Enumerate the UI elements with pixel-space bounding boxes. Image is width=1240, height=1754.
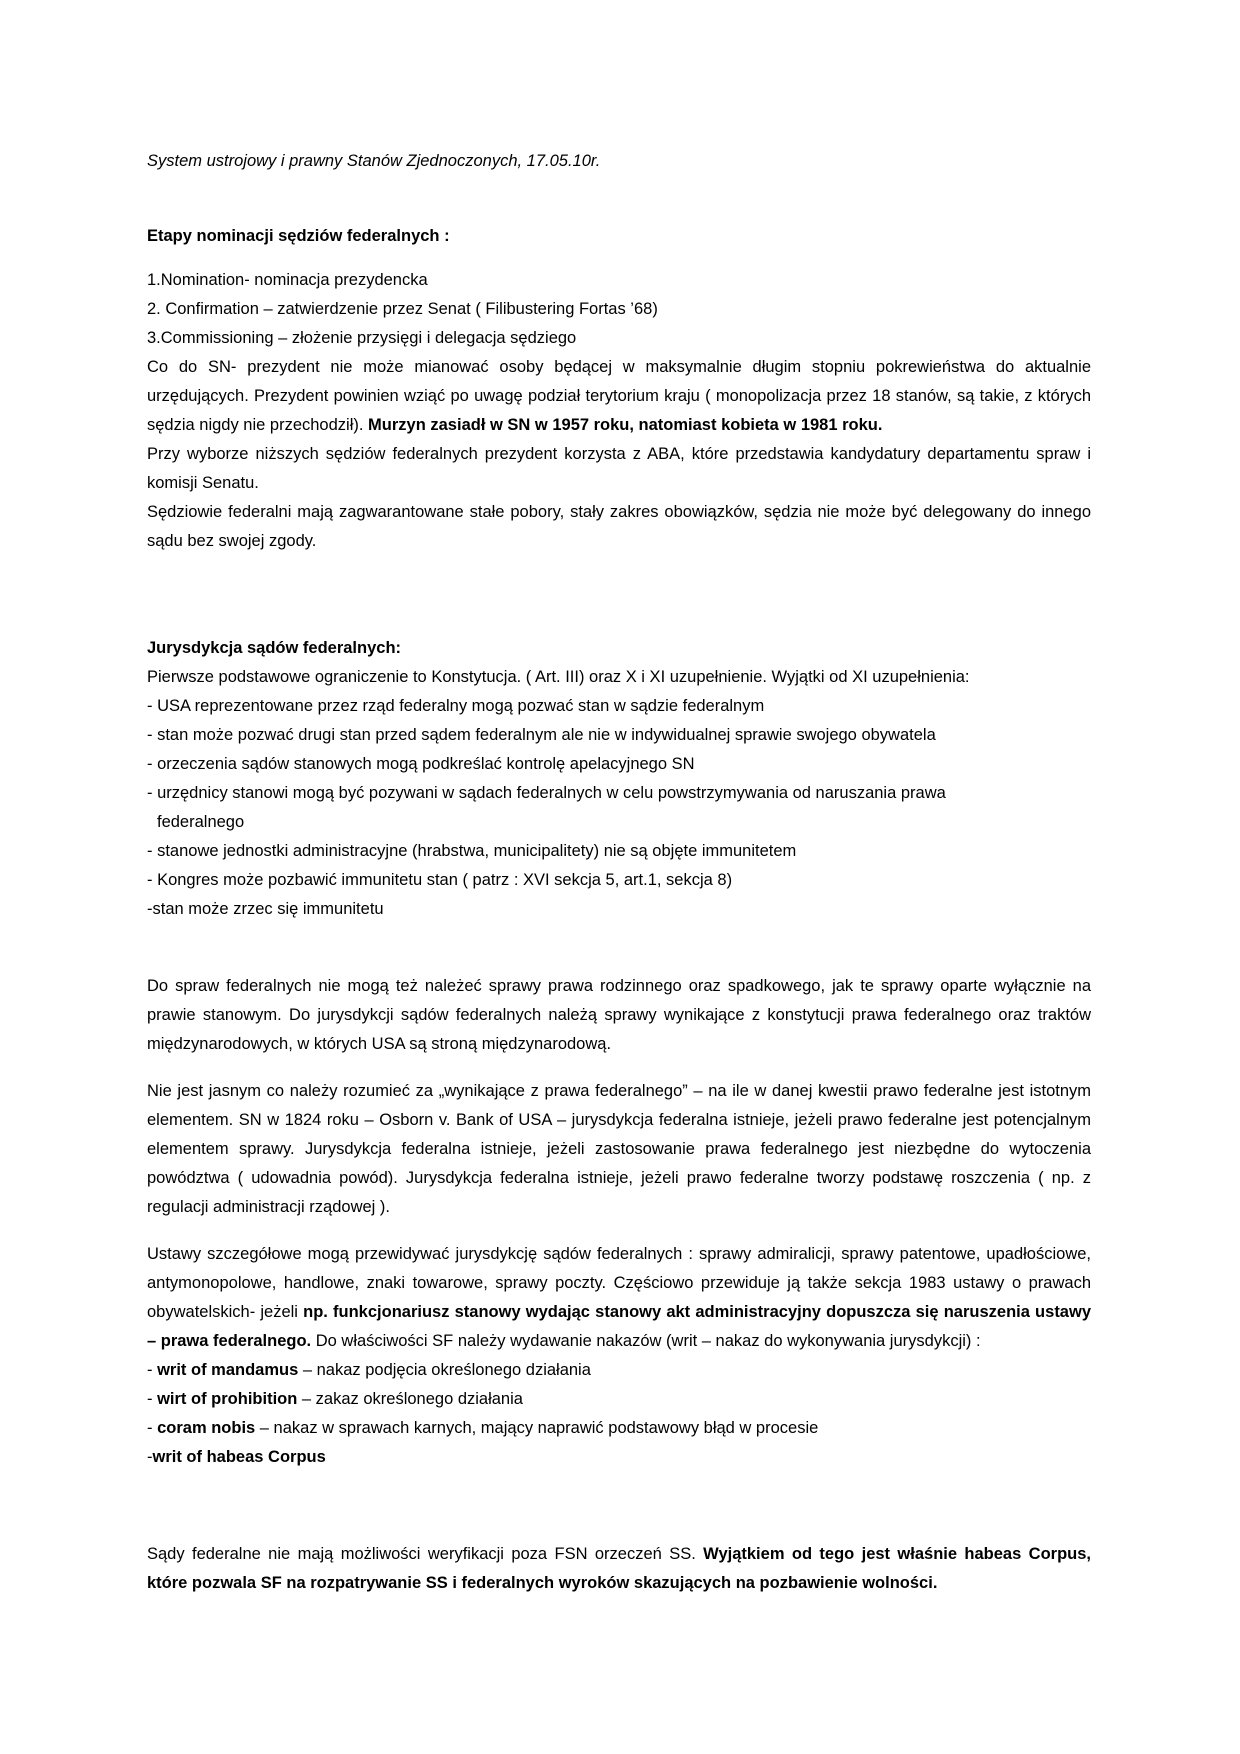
nomination-step: 1.Nomination- nominacja prezydencka bbox=[147, 271, 428, 289]
list-item: - stan może pozwać drugi stan przed sądem federalnym ale nie w indywidualnej sprawie swojego obywatela bbox=[147, 726, 936, 744]
paragraph-bold-text: np. funkcjonariusz stanowy wydając stanowy akt administracyjny dopuszcza się naruszenia ustawy – prawa federalnego. bbox=[147, 1303, 1091, 1350]
writ-prefix: - bbox=[147, 1361, 158, 1379]
writs-section bbox=[147, 1240, 1091, 1472]
nomination-steps bbox=[147, 266, 1091, 556]
writ-term: writ of mandamus bbox=[157, 1361, 299, 1379]
writ-prefix: - bbox=[147, 1419, 158, 1437]
list-item: - urzędnicy stanowi mogą być pozywani w sądach federalnych w celu powstrzymywania od naruszania prawa bbox=[147, 784, 946, 802]
writ-term: coram nobis bbox=[157, 1419, 256, 1437]
nomination-step: 3.Commissioning – złożenie przysięgi i delegacja sędziego bbox=[147, 329, 577, 347]
writ-term: writ of habeas Corpus bbox=[152, 1448, 326, 1466]
paragraph-family-law: Do spraw federalnych nie mogą też należeć sprawy prawa rodzinnego oraz spadkowego, jak te sprawy oparte wyłącznie na prawie stanowym. Do jurysdykcji sądów federalnych należą sprawy wynikające z konstytucji prawa federalnego oraz traktów międzynarodowych, w których USA są stroną międzynarodową. bbox=[147, 977, 1091, 1053]
writ-description: – nakaz podjęcia określonego działania bbox=[298, 1361, 591, 1379]
list-item: - stanowe jednostki administracyjne (hrabstwa, municipalitety) nie są objęte immunitetem bbox=[147, 842, 797, 860]
paragraph-bold-text: Murzyn zasiadł w SN w 1957 roku, natomiast kobieta w 1981 roku. bbox=[368, 416, 883, 434]
paragraph-sn-appointment bbox=[147, 353, 1091, 440]
paragraph-text: Do właściwości SF należy wydawanie nakazów (writ – nakaz do wykonywania jurysdykcji) : bbox=[311, 1332, 981, 1350]
paragraph-specific-statutes bbox=[147, 1240, 1091, 1356]
writ-description: – nakaz w sprawach karnych, mający naprawić podstawowy błąd w procesie bbox=[255, 1419, 819, 1437]
paragraph-federal-law-meaning: Nie jest jasnym co należy rozumieć za „wynikające z prawa federalnego” – na ile w danej kwestii prawo federalne jest istotnym elementem. SN w 1824 roku – Osborn v. Bank of USA – jurysdykcja federalna istnieje, jeżeli prawo federalne jest potencjalnym elementem sprawy. Jurysdykcja federalna istnieje, jeżeli zastosowanie prawa federalnego jest niezbędne do wytoczenia powództwa ( udowadnia powód). Jurysdykcja federalna istnieje, jeżeli prawo federalne tworzy podstawę roszczenia ( np. z regulacji administracji rządowej ). bbox=[147, 1082, 1091, 1216]
writ-prefix: - bbox=[147, 1448, 153, 1466]
paragraph-text: Co do SN- prezydent nie może mianować osoby będącej w maksymalnie długim stopniu pokrewieństwa do aktualnie urzędujących. Prezydent powinien wziąć po uwagę podział terytorium kraju ( monopolizacja przez 18 stanów, są takie, z których sędzia nigdy nie przechodził). bbox=[147, 358, 1091, 434]
writ-item bbox=[147, 1443, 1091, 1472]
list-item: - Kongres może pozbawić immunitetu stan ( patrz : XVI sekcja 5, art.1, sekcja 8) bbox=[147, 871, 733, 889]
writ-prefix: - bbox=[147, 1390, 158, 1408]
paragraph-habeas-corpus bbox=[147, 1540, 1091, 1598]
section-heading-nominations: Etapy nominacji sędziów federalnych : bbox=[147, 227, 450, 245]
paragraph-text: Sądy federalne nie mają możliwości weryfikacji poza FSN orzeczeń SS. bbox=[147, 1545, 704, 1563]
writ-term: wirt of prohibition bbox=[157, 1390, 298, 1408]
writ-item bbox=[147, 1385, 1091, 1414]
document-title: System ustrojowy i prawny Stanów Zjednoczonych, 17.05.10r. bbox=[147, 152, 601, 170]
list-item: - USA reprezentowane przez rząd federalny mogą pozwać stan w sądzie federalnym bbox=[147, 697, 765, 715]
paragraph-judge-guarantees: Sędziowie federalni mają zagwarantowane stałe pobory, stały zakres obowiązków, sędzia nie może być delegowany do innego sądu bez swojej zgody. bbox=[147, 503, 1091, 550]
list-item: - orzeczenia sądów stanowych mogą podkreślać kontrolę apelacyjnego SN bbox=[147, 755, 695, 773]
jurisdiction-section bbox=[147, 634, 1091, 924]
list-item-continuation: federalnego bbox=[157, 813, 245, 831]
section-heading-jurisdiction: Jurysdykcja sądów federalnych: bbox=[147, 639, 402, 657]
list-item: -stan może zrzec się immunitetu bbox=[147, 900, 384, 918]
paragraph-bold-text: Wyjątkiem od tego jest właśnie habeas Corpus, które pozwala SF na rozpatrywanie SS i federalnych wyroków skazujących na pozbawienie wolności. bbox=[147, 1545, 1091, 1592]
nomination-step: 2. Confirmation – zatwierdzenie przez Senat ( Filibustering Fortas ’68) bbox=[147, 300, 658, 318]
writ-item bbox=[147, 1414, 1091, 1443]
paragraph-lower-judges: Przy wyborze niższych sędziów federalnych prezydent korzysta z ABA, które przedstawia kandydatury departamentu spraw i komisji Senatu. bbox=[147, 445, 1091, 492]
writ-item bbox=[147, 1356, 1091, 1385]
writ-description: – zakaz określonego działania bbox=[297, 1390, 523, 1408]
paragraph-jurisdiction-intro: Pierwsze podstawowe ograniczenie to Konstytucja. ( Art. III) oraz X i XI uzupełnienie. Wyjątki od XI uzupełnienia: bbox=[147, 668, 970, 686]
paragraph-text: Ustawy szczegółowe mogą przewidywać jurysdykcję sądów federalnych : sprawy admiralicji, sprawy patentowe, upadłościowe, antymonopolowe, handlowe, znaki towarowe, sprawy poczty. Częściowo przewiduje ją także sekcja 1983 ustawy o prawach obywatelskich- jeżeli bbox=[147, 1245, 1091, 1321]
